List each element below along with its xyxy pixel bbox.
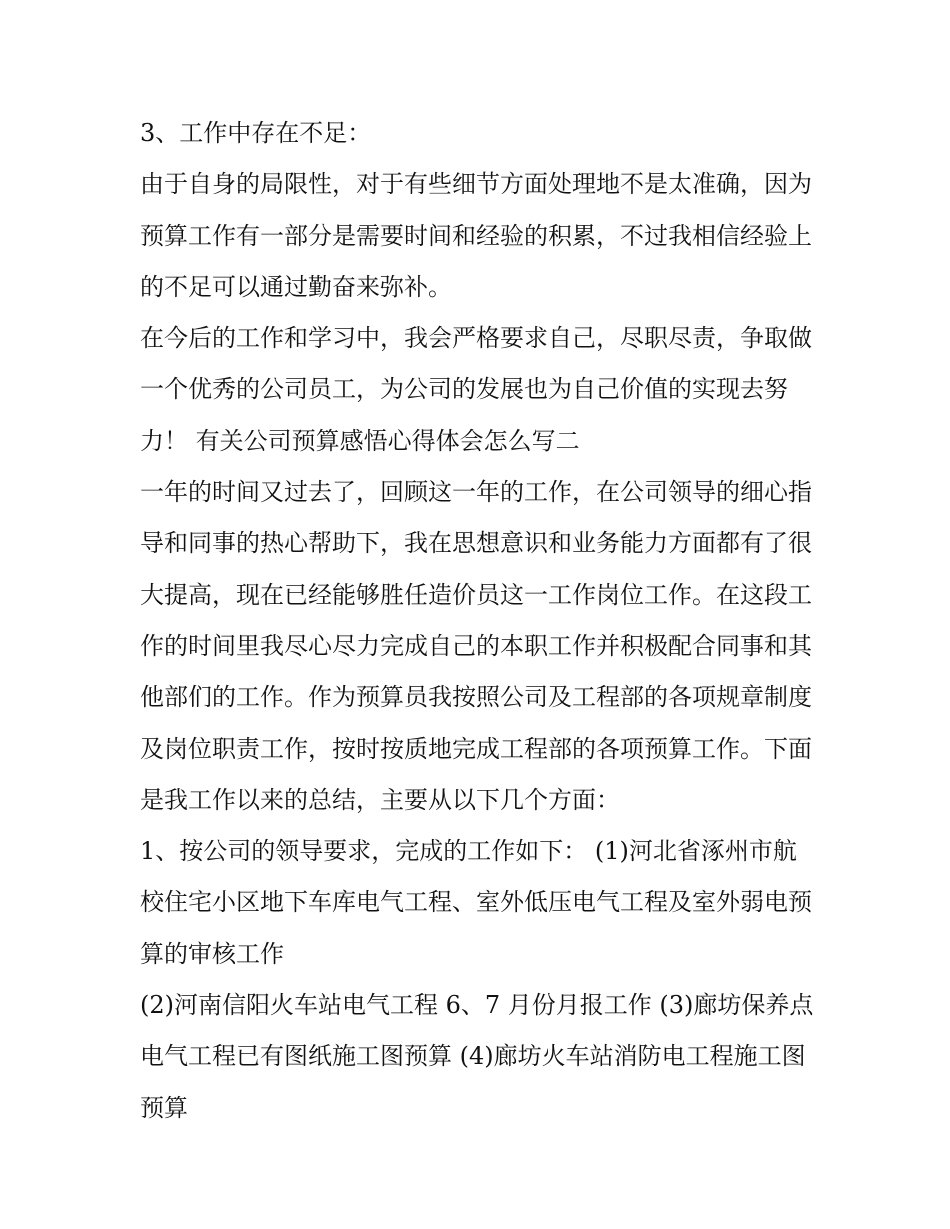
document-body: [140, 108, 820, 1134]
paragraph-shortcomings-heading: 3、工作中存在不足：: [140, 119, 372, 147]
paragraph-year-review: 一年的时间又过去了，回顾这一年的工作，在公司领导的细心指导和同事的热心帮助下，我在思想意识和业务能力方面都有了很大提高，现在已经能够胜任造价员这一工作岗位工作。在这段工作的时间里我尽心尽力完成自己的本职工作并积极配合同事和其他部们的工作。作为预算员我按照公司及工程部的各项规章制度及岗位职责工作，按时按质地完成工程部的各项预算工作。下面是我工作以来的总结，主要从以下几个方面：: [140, 478, 812, 814]
paragraph-shortcomings: 由于自身的局限性，对于有些细节方面处理地不是太准确，因为预算工作有一部分是需要时间和经验的积累，不过我相信经验上的不足可以通过勤奋来弥补。: [140, 170, 812, 301]
paragraph-project-list: (2)河南信阳火车站电气工程 6、7 月份月报工作 (3)廊坊保养点电气工程已有图纸施工图预算 (4)廊坊火车站消防电工程施工图预算: [140, 991, 814, 1122]
paragraph-tasks-completed: 1、按公司的领导要求，完成的工作如下： (1)河北省涿州市航校住宅小区地下车库电气工程、室外低压电气工程及室外弱电预算的审核工作: [140, 837, 812, 968]
paragraph-future-commitment: 在今后的工作和学习中，我会严格要求自己，尽职尽责，争取做一个优秀的公司员工，为公司的发展也为自己价值的实现去努力！ 有关公司预算感悟心得体会怎么写二: [140, 324, 812, 455]
